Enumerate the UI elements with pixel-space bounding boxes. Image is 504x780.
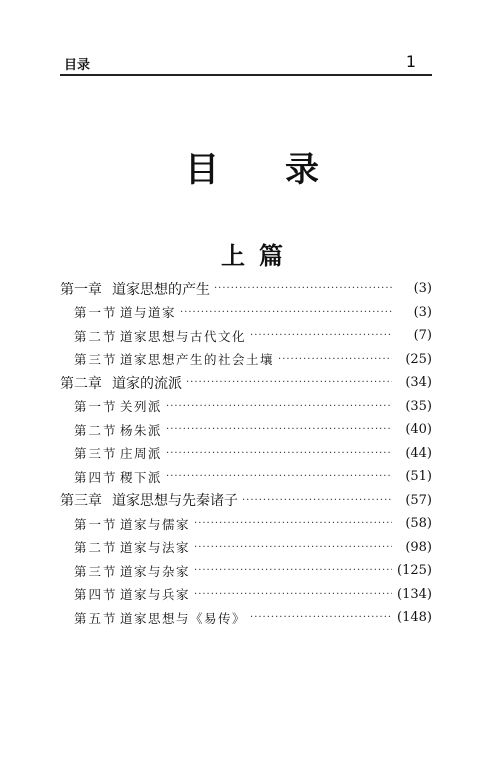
toc-number: 第三章 [60, 493, 102, 510]
toc-number: 第二节 [74, 328, 118, 344]
toc-page: (134) [397, 586, 432, 602]
dot-leader [250, 612, 392, 623]
toc-page: (34) [405, 375, 432, 391]
toc-page: (35) [405, 398, 432, 414]
dot-leader [214, 283, 392, 294]
toc-number: 第二节 [74, 422, 118, 438]
dot-leader [194, 542, 392, 553]
part-title: 上篇 [221, 241, 297, 270]
table-of-contents [60, 277, 432, 630]
toc-page: (57) [405, 492, 432, 508]
toc-section-row[interactable] [60, 606, 432, 630]
toc-number: 第三节 [74, 352, 118, 368]
dot-leader [242, 495, 392, 506]
toc-title: 稷下派 [120, 469, 163, 485]
toc-title: 道家思想与古代文化 [120, 328, 247, 344]
toc-title: 道家思想与先秦诸子 [112, 493, 238, 510]
toc-page: (7) [413, 328, 432, 344]
toc-number: 第五节 [74, 610, 118, 626]
toc-chapter-row[interactable] [60, 489, 432, 513]
toc-page: (51) [405, 469, 432, 485]
toc-title: 道家思想产生的社会土壤 [120, 352, 275, 368]
dot-leader [194, 518, 392, 529]
toc-title: 杨朱派 [120, 422, 163, 438]
toc-section-row[interactable] [60, 442, 432, 466]
dot-leader [166, 401, 392, 412]
dot-leader [180, 307, 392, 318]
toc-number: 第四节 [74, 587, 118, 603]
toc-section-row[interactable] [60, 559, 432, 583]
toc-section-row[interactable] [60, 512, 432, 536]
toc-number: 第一章 [60, 281, 102, 298]
dot-leader [194, 565, 392, 576]
toc-number: 第三节 [74, 563, 118, 579]
toc-number: 第四节 [74, 469, 118, 485]
dot-leader [186, 377, 392, 388]
toc-section-row[interactable] [60, 324, 432, 348]
toc-number: 第一节 [74, 399, 118, 415]
toc-title: 关列派 [120, 399, 163, 415]
toc-section-row[interactable] [60, 536, 432, 560]
toc-section-row[interactable] [60, 583, 432, 607]
dot-leader [166, 448, 392, 459]
toc-title: 道与道家 [120, 305, 177, 321]
running-title: 目录 [64, 58, 91, 73]
toc-page: (148) [397, 610, 432, 626]
toc-section-row[interactable] [60, 465, 432, 489]
toc-page: (44) [405, 445, 432, 461]
toc-title: 道家思想与《易传》 [120, 610, 247, 626]
header-rule [60, 74, 432, 76]
toc-number: 第一节 [74, 305, 118, 321]
toc-title: 道家与儒家 [120, 516, 191, 532]
toc-section-row[interactable] [60, 348, 432, 372]
toc-page: (125) [397, 563, 432, 579]
toc-title: 道家思想的产生 [112, 281, 210, 298]
dot-leader [194, 589, 392, 600]
toc-number: 第一节 [74, 516, 118, 532]
toc-section-row[interactable] [60, 395, 432, 419]
toc-title: 道家与法家 [120, 540, 191, 556]
toc-number: 第二节 [74, 540, 118, 556]
toc-title: 道家与杂家 [120, 563, 191, 579]
toc-title: 道家与兵家 [120, 587, 191, 603]
toc-page: (3) [413, 281, 432, 297]
dot-leader [278, 354, 392, 365]
toc-title: 道家的流派 [112, 375, 182, 392]
dot-leader [166, 471, 392, 482]
toc-page: (25) [405, 351, 432, 367]
toc-number: 第二章 [60, 375, 102, 392]
page-title: 目录 [185, 150, 385, 190]
running-header [60, 52, 432, 74]
page-number: 1 [405, 52, 416, 71]
toc-section-row[interactable] [60, 418, 432, 442]
toc-chapter-row[interactable] [60, 371, 432, 395]
toc-page: (40) [405, 422, 432, 438]
toc-page: (58) [405, 516, 432, 532]
dot-leader [166, 424, 392, 435]
toc-title: 庄周派 [120, 446, 163, 462]
toc-page: (3) [413, 304, 432, 320]
toc-number: 第三节 [74, 446, 118, 462]
toc-chapter-row[interactable] [60, 277, 432, 301]
toc-section-row[interactable] [60, 301, 432, 325]
toc-page: (98) [405, 539, 432, 555]
dot-leader [250, 330, 392, 341]
